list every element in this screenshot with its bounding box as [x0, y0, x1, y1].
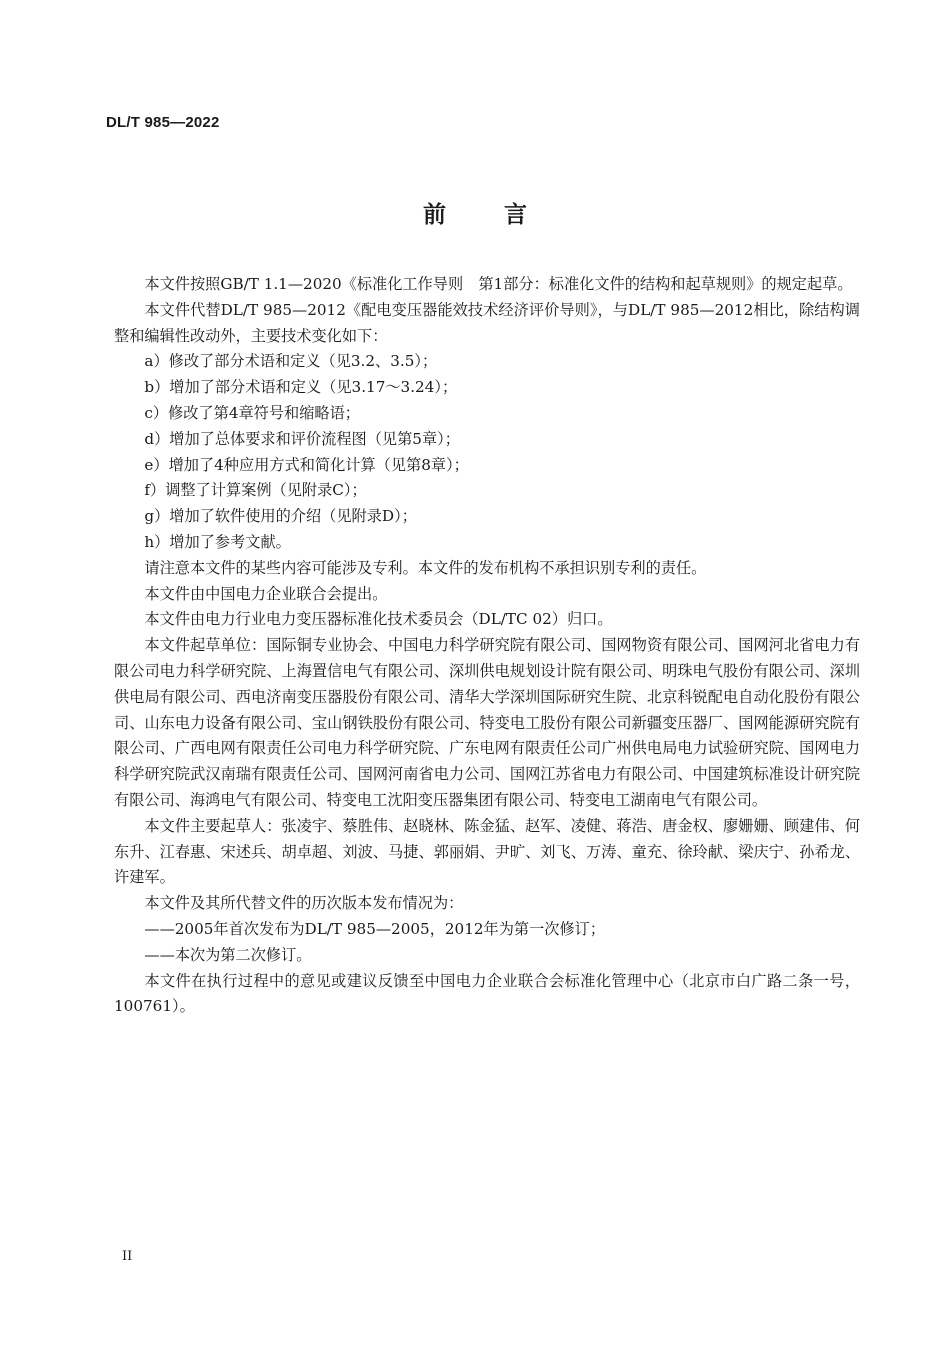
list-item: e）增加了4种应用方式和简化计算（见第8章）；	[144, 455, 469, 474]
paragraph-drafters: 本文件主要起草人：张凌宇、蔡胜伟、赵晓林、陈金猛、赵军、凌健、蒋浩、唐金权、廖姗姗、顾建伟、何东升、江春惠、宋述兵、胡卓超、刘波、马捷、郭丽娟、尹旷、刘飞、万涛、童充、徐玲献、梁庆宁、孙希龙、许建军。	[114, 816, 860, 887]
title-char-2: 言	[504, 202, 527, 228]
list-item: c）修改了第4章符号和缩略语；	[144, 403, 360, 422]
page-number: II	[122, 1249, 133, 1264]
page-title	[0, 196, 950, 229]
history-item: ——本次为第二次修订。	[144, 945, 312, 964]
list-item: d）增加了总体要求和评价流程图（见第5章）；	[144, 429, 460, 448]
paragraph-feedback: 本文件在执行过程中的意见或建议反馈至中国电力企业联合会标准化管理中心（北京市白广路二条一号，100761）。	[114, 971, 860, 1016]
title-char-1: 前	[423, 202, 446, 228]
document-id: DL/T 985—2022	[106, 114, 220, 131]
list-item: h）增加了参考文献。	[144, 532, 291, 551]
paragraph-history: 本文件及其所代替文件的历次版本发布情况为：	[144, 894, 464, 913]
paragraph-proposer: 本文件由中国电力企业联合会提出。	[144, 584, 388, 603]
list-item: g）增加了软件使用的介绍（见附录D）；	[144, 507, 417, 526]
paragraph-basis: 本文件按照GB/T 1.1—2020《标准化工作导则 第1部分：标准化文件的结构和起草规则》的规定起草。	[144, 275, 853, 293]
list-item: b）增加了部分术语和定义（见3.17～3.24）；	[144, 378, 458, 397]
history-item: ——2005年首次发布为DL/T 985—2005，2012年为第一次修订；	[144, 919, 606, 938]
paragraph-replacement: 本文件代替DL/T 985—2012《配电变压器能效技术经济评价导则》，与DL/T 985—2012相比，除结构调整和编辑性改动外，主要技术变化如下：	[114, 300, 860, 345]
list-item: a）修改了部分术语和定义（见3.2、3.5）；	[144, 352, 438, 371]
list-item: f）调整了计算案例（见附录C）；	[144, 481, 367, 500]
paragraph-patent: 请注意本文件的某些内容可能涉及专利。本文件的发布机构不承担识别专利的责任。	[144, 558, 707, 577]
foreword-body	[114, 272, 860, 1020]
paragraph-committee: 本文件由电力行业电力变压器标准化技术委员会（DL/TC 02）归口。	[144, 610, 613, 629]
paragraph-drafting-units: 本文件起草单位：国际铜专业协会、中国电力科学研究院有限公司、国网物资有限公司、国网河北省电力有限公司电力科学研究院、上海置信电气有限公司、深圳供电规划设计院有限公司、明珠电气股份有限公司、深圳供电局有限公司、西电济南变压器股份有限公司、清华大学深圳国际研究生院、北京科锐配电自动化股份有限公司、山东电力设备有限公司、宝山钢铁股份有限公司、特变电工股份有限公司新疆变压器厂、国网能源研究院有限公司、广西电网有限责任公司电力科学研究院、广东电网有限责任公司广州供电局电力试验研究院、国网电力科学研究院武汉南瑞有限责任公司、国网河南省电力公司、国网江苏省电力有限公司、中国建筑标准设计研究院有限公司、海鸿电气有限公司、特变电工沈阳变压器集团有限公司、特变电工湖南电气有限公司。	[114, 636, 860, 809]
